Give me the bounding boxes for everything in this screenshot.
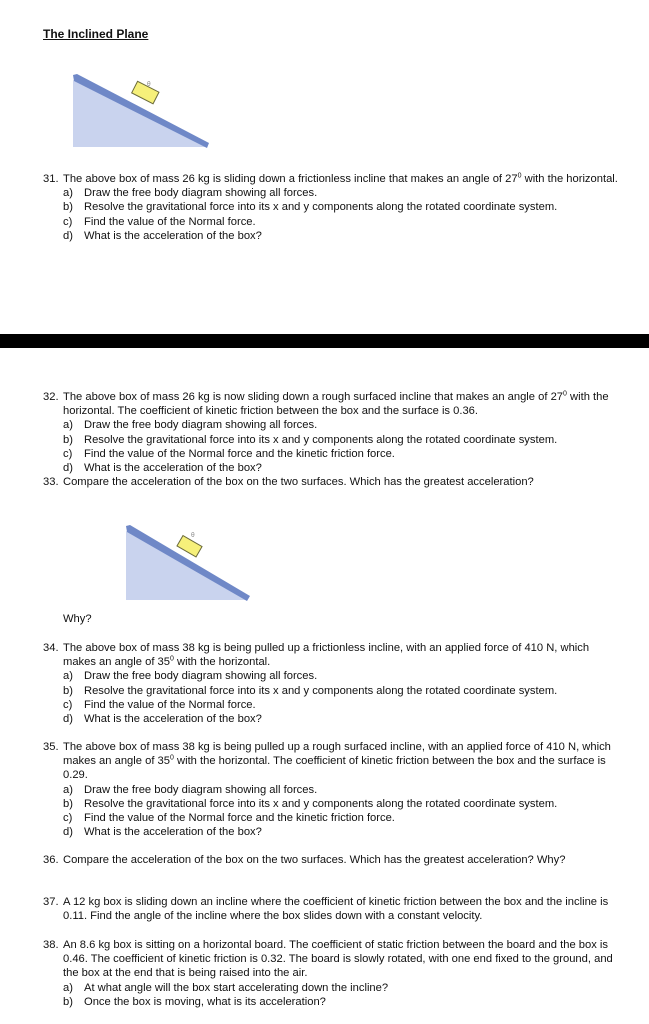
sub-question [63,200,618,214]
question-number: 34. [43,642,59,654]
sub-question [63,186,618,200]
question-36 [43,853,618,867]
sub-question-letter: a) [63,670,73,683]
question-number: 37. [43,896,59,908]
sub-question [63,447,618,461]
question-text: Compare the acceleration of the box on the two surfaces. Which has the greatest acceleration? [63,476,534,489]
question-38 [43,938,618,1009]
degree-sign: 0 [517,172,522,180]
sub-question-text: What is the acceleration of the box? [84,229,262,242]
box [177,536,202,557]
angle-label: θ [191,532,195,539]
sub-question-text: Find the value of the Normal force. [84,215,256,228]
sub-question-letter: d) [63,826,73,839]
sub-question [63,825,618,839]
question-text: with the horizontal. [173,656,271,669]
sub-question-text: Resolve the gravitational force into its x and y components along the rotated coordinate system. [84,797,558,810]
section-divider [0,334,649,348]
sub-question [63,698,618,712]
sub-question-text: Draw the free body diagram showing all forces. [84,419,318,432]
question-text: The above box of mass 26 kg is now sliding down a rough surfaced incline that makes an angle of 27 [63,391,564,403]
sub-question-letter: b) [63,995,73,1008]
sub-question-letter: b) [63,684,73,697]
sub-question-letter: a) [63,419,73,432]
question-number: 38. [43,939,59,951]
sub-question-letter: b) [63,797,73,810]
question-31 [43,172,618,243]
sub-question-letter: c) [63,447,73,460]
sub-question-letter: a) [63,187,73,200]
sub-question-text: Find the value of the Normal force. [84,698,256,711]
sub-question-text: Find the value of the Normal force and the kinetic friction force. [84,812,395,825]
sub-question [63,783,618,797]
question-text: with the horizontal. The coefficient of kinetic friction between the box and the surface is 0.29. [63,755,606,782]
sub-question-letter: b) [63,433,73,446]
sub-question [63,712,618,726]
sub-question-letter: d) [63,229,73,242]
question-text: An 8.6 kg box is sitting on a horizontal board. The coefficient of static friction between the board and the box is 0.46. The coefficient of kinetic friction is 0.32. The board is slowly rotated, with one end fixed to the ground, and the box at the end that is being raised into the air. [63,939,613,980]
sub-question [63,461,618,475]
degree-sign: 0 [563,390,567,398]
box [132,81,159,103]
sub-question-text: What is the acceleration of the box? [84,462,262,475]
sub-question [63,797,618,811]
question-text: with the horizontal. [521,173,618,185]
question-number: 31. [43,173,59,185]
sub-question-text: What is the acceleration of the box? [84,826,262,839]
sub-question [63,418,618,432]
degree-sign: 0 [169,754,174,762]
question-number: 35. [43,741,59,753]
question-text: The above box of mass 38 kg is being pulled up a rough surfaced incline, with an applied force of 410 N, which makes an angle of 35 [63,741,611,768]
sub-question [63,995,618,1009]
question-35 [43,740,618,839]
sub-question-text: Resolve the gravitational force into its x and y components along the rotated coordinate system. [84,684,558,697]
sub-question-letter: c) [63,812,73,825]
sub-question-letter: a) [63,783,73,796]
sub-question [63,433,618,447]
sub-question-letter: c) [63,698,73,711]
sub-question-text: Find the value of the Normal force and the kinetic friction force. [84,447,395,460]
question-number: 36. [43,854,59,866]
sub-question-letter: c) [63,215,73,228]
why-prompt: Why? [63,613,92,625]
question-33 [43,475,618,489]
question-text: The above box of mass 26 kg is sliding down a frictionless incline that makes an angle of 27 [63,173,518,185]
sub-question-letter: a) [63,981,73,994]
sub-question [63,684,618,698]
degree-sign: 0 [169,655,174,663]
sub-question-text: Draw the free body diagram showing all forces. [84,187,318,200]
sub-question [63,215,618,229]
question-32 [43,390,618,489]
angle-label: θ [147,81,151,88]
sub-question-text: Draw the free body diagram showing all forces. [84,783,318,796]
sub-question-text: Once the box is moving, what is its acceleration? [84,995,326,1008]
sub-question [63,811,618,825]
sub-question [63,669,618,683]
incline-diagram-top [70,72,212,152]
sub-question-text: Draw the free body diagram showing all forces. [84,670,318,683]
question-text: Compare the acceleration of the box on the two surfaces. Which has the greatest acceleration? Why? [63,854,566,866]
question-number: 33. [43,476,59,489]
sub-question [63,981,618,995]
sub-question-text: Resolve the gravitational force into its x and y components along the rotated coordinate system. [84,433,558,446]
sub-question-text: What is the acceleration of the box? [84,713,262,726]
sub-question [63,229,618,243]
sub-question-text: At what angle will the box start accelerating down the incline? [84,981,389,994]
question-number: 32. [43,391,59,403]
sub-question-letter: b) [63,201,73,214]
page-title: The Inclined Plane [43,27,149,41]
question-text: A 12 kg box is sliding down an incline where the coefficient of kinetic friction between the box and the incline is 0.11. Find the angle of the incline where the box slides down with a constant velocity. [63,896,609,923]
sub-question-text: Resolve the gravitational force into its x and y components along the rotated coordinate system. [84,201,558,214]
sub-question-letter: d) [63,713,73,726]
incline-diagram-middle [123,524,253,604]
question-37 [43,895,618,923]
question-text: The above box of mass 38 kg is being pulled up a frictionless incline, with an applied force of 410 N, which makes an angle of 35 [63,642,590,669]
question-text: with the horizontal. The coefficient of kinetic friction between the box and the surface is 0.36. [63,391,609,418]
question-34 [43,641,618,726]
sub-question-letter: d) [63,462,73,475]
